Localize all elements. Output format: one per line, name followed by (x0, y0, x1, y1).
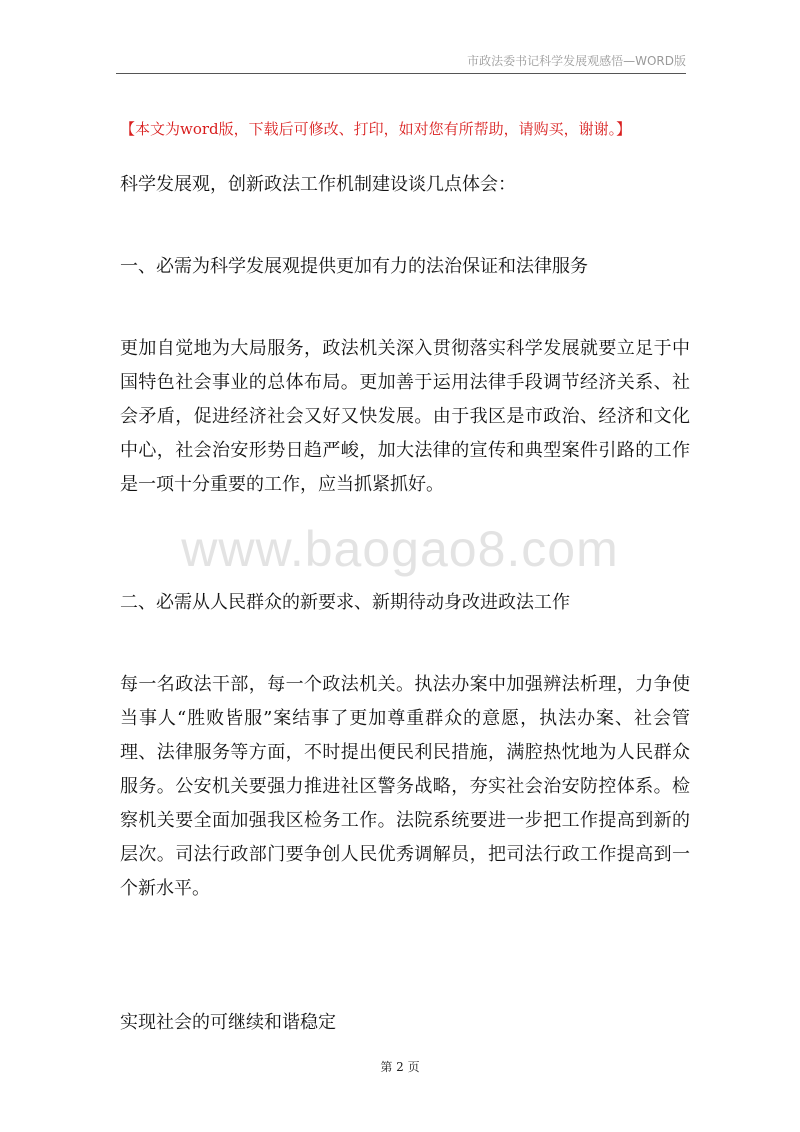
section-2-body: 每一名政法干部，每一个政法机关。执法办案中加强辨法析理，力争使当事人“胜败皆服”案结事了更加尊重群众的意愿，执法办案、社会管理、法律服务等方面，不时提出便民利民措施，满腔热忱地为人民群众服务。公安机关要强力推进社区警务战略，夯实社会治安防控体系。检察机关要全面加强我区检务工作。法院系统要进一步把工作提高到新的层次。司法行政部门要争创人民优秀调解员，把司法行政工作提高到一个新水平。 (120, 674, 690, 899)
watermark: www.baogao8.com (181, 521, 619, 577)
section-1-body: 更加自觉地为大局服务，政法机关深入贯彻落实科学发展就要立足于中国特色社会事业的总体布局。更加善于运用法律手段调节经济关系、社会矛盾，促进经济社会又好又快发展。由于我区是市政治、经济和文化中心，社会治安形势日趋严峻，加大法律的宣传和典型案件引路的工作是一项十分重要的工作，应当抓紧抓好。 (120, 338, 690, 495)
section-2-heading: 二、必需从人民群众的新要求、新期待动身改进政法工作 (120, 592, 570, 613)
running-header: 市政法委书记科学发展观感悟—WORD版 (467, 54, 686, 68)
section-1-heading: 一、必需为科学发展观提供更加有力的法治保证和法律服务 (120, 256, 588, 277)
intro-paragraph: 科学发展观，创新政法工作机制建设谈几点体会： (120, 174, 516, 195)
header-divider (116, 73, 686, 74)
download-notice: 【本文为word版，下载后可修改、打印，如对您有所帮助，请购买，谢谢。】 (120, 120, 632, 138)
section-3-heading: 实现社会的可继续和谐稳定 (120, 1012, 336, 1033)
page-number: 第 2 页 (380, 1060, 420, 1074)
